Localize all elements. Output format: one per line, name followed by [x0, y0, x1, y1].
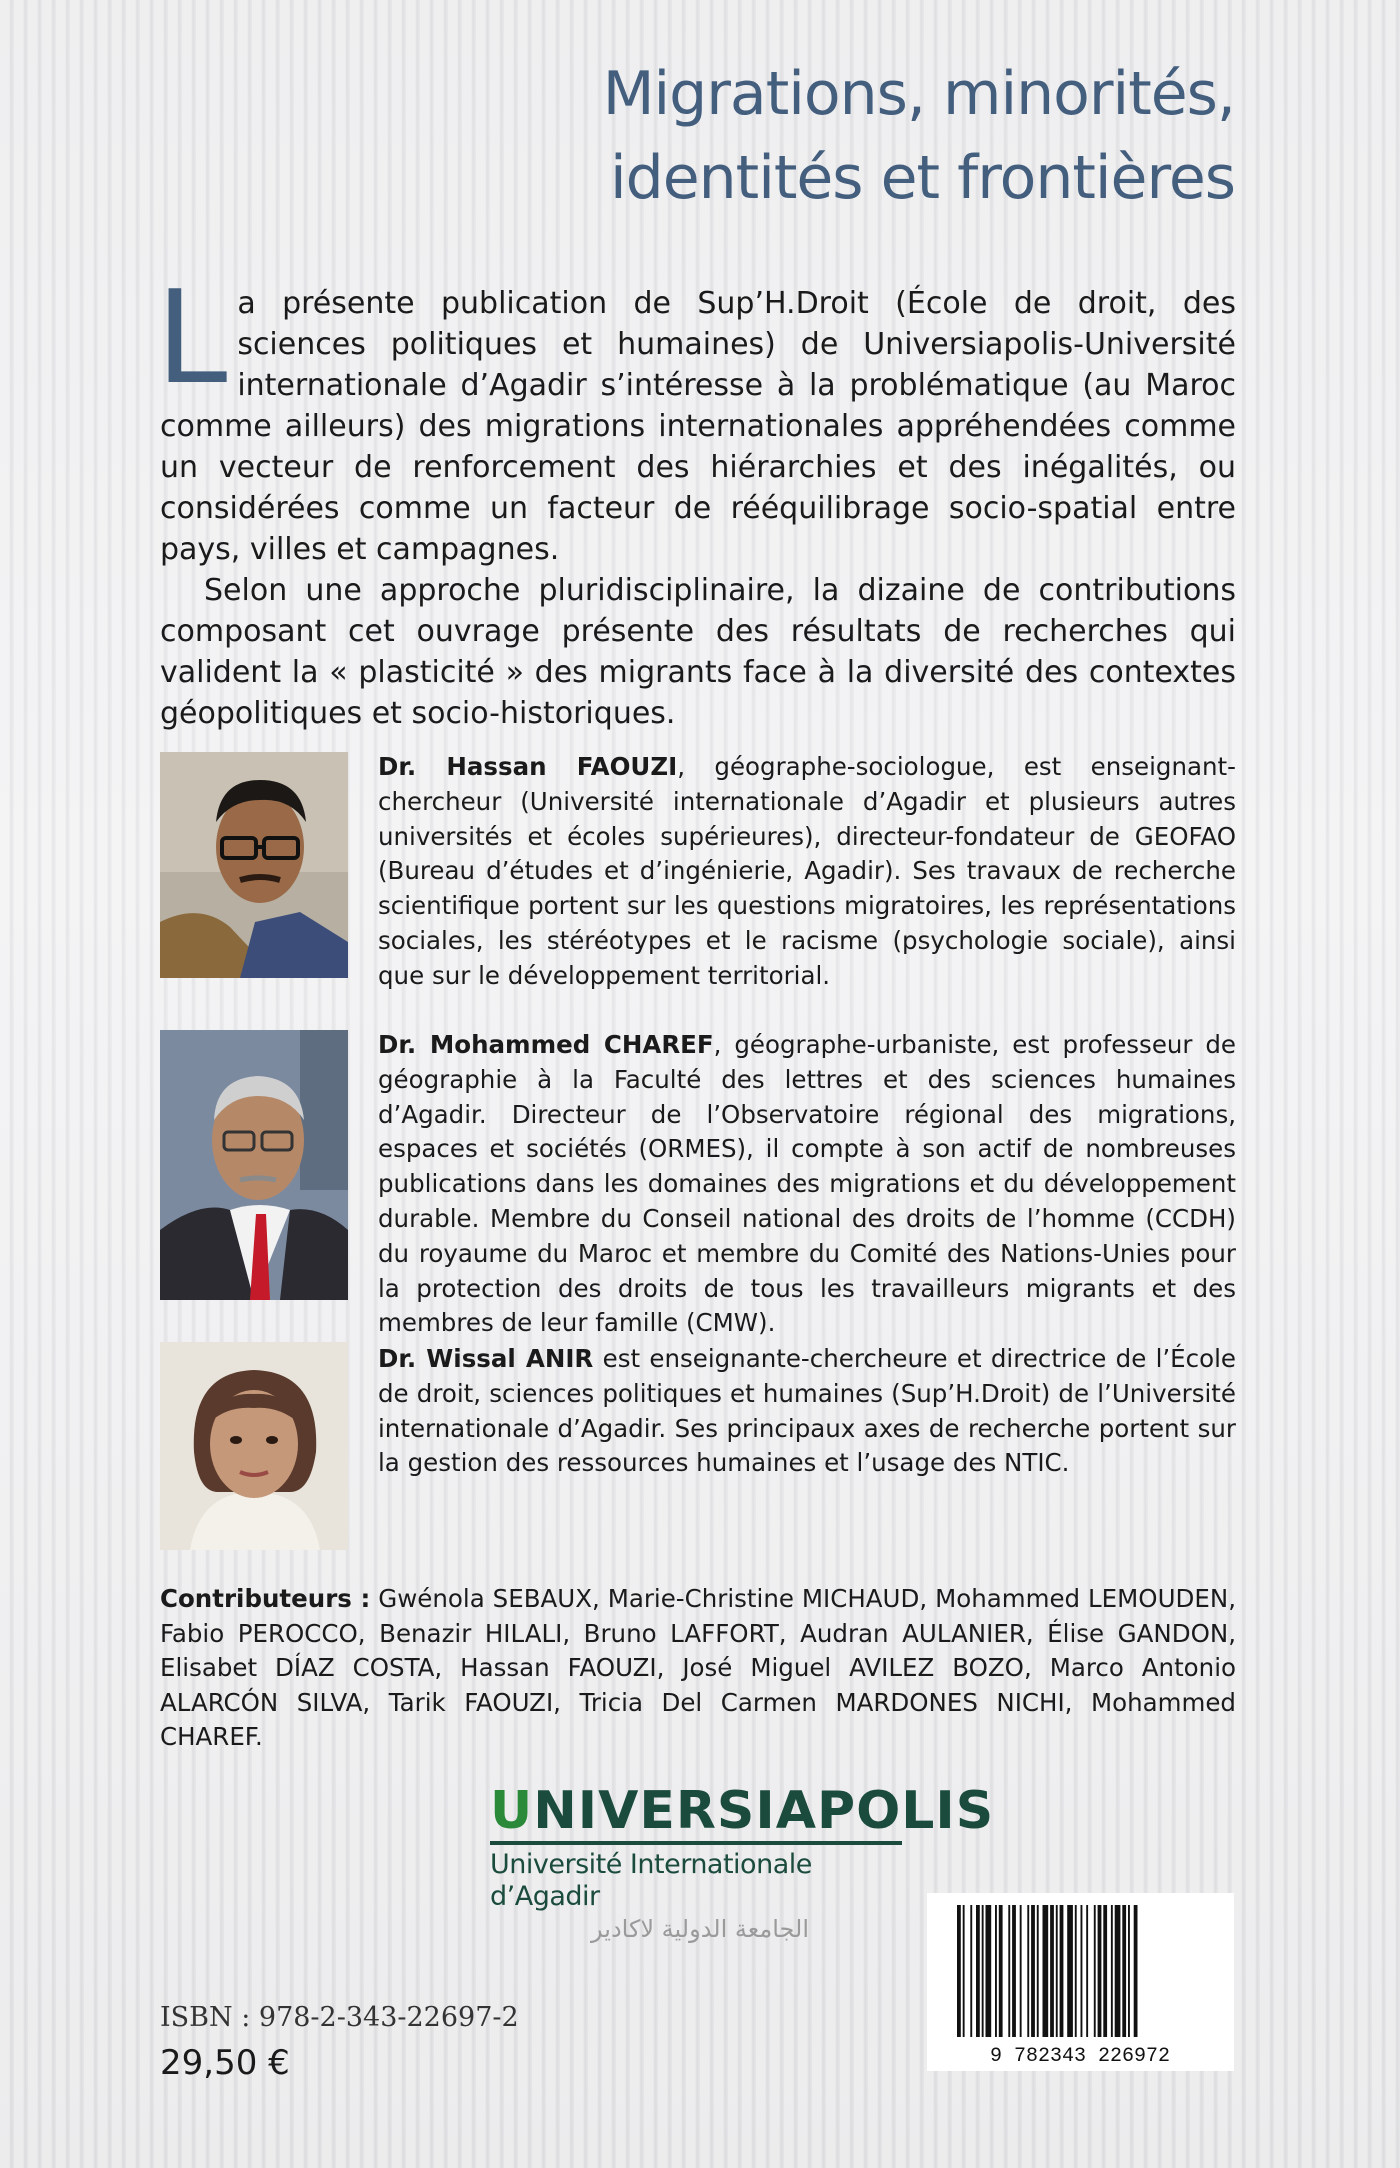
- barcode-bar: [1012, 1905, 1016, 2037]
- contributors: [160, 1582, 1236, 1755]
- intro-paragraph-1: a présente publication de Sup’H.Droit (École de droit, des sciences politiques et humaines) de Universiapolis-Université internationale d’Agadir s’intéresse à la problématique (au Maroc comme ailleurs) des migrations internationales appréhendées comme un vecteur de renforcement des hiérarchies et des inégalités, ou considérées comme un facteur de rééquilibrage socio-spatial entre pays, villes et campagnes.: [160, 286, 1236, 567]
- author-text-charef: , géographe-urbaniste, est professeur de géographie à la Faculté des lettres et des sciences humaines d’Agadir. Directeur de l’Observatoire régional des migrations, espaces et sociétés (ORMES), il compte à son actif de nombreuses publications dans les domaines des migrations et du développement durable. Membre du Conseil national des droits de l’homme (CCDH) du royaume du Maroc et membre du Comité des Nations-Unies pour la protection des droits de tous les travailleurs migrants et des membres de leur famille (CMW).: [378, 1030, 1236, 1338]
- logo-rest: NIVERSIAPOLIS: [533, 1781, 995, 1841]
- barcode-bar: [1103, 1905, 1107, 2037]
- barcode-bar: [999, 1905, 1003, 2037]
- barcode-bar: [1098, 1905, 1102, 2037]
- barcode-bar: [1020, 1905, 1022, 2037]
- barcode-bar: [1134, 1905, 1138, 2037]
- barcode-bar: [1115, 1905, 1121, 2037]
- author-text-faouzi: , géographe-sociologue, est enseignant-chercheur (Université internationale d’Agadir et plusieurs autres universités et écoles supérieures), directeur-fondateur de GEOFAO (Bureau d’études et d’ingénierie, Agadir). Ses travaux de recherche scientifique portent sur les questions migratoires, les représentations sociales, les stéréotypes et le racisme (psychologie sociale), ainsi que sur le développement territorial.: [378, 752, 1236, 990]
- logo-wordmark: [490, 1781, 995, 1841]
- barcode-bar: [1094, 1905, 1096, 2037]
- barcode-bar: [1111, 1905, 1113, 2037]
- title-line-1: Migrations, minorités,: [602, 59, 1235, 129]
- barcode-bars: [957, 1905, 1138, 2037]
- barcode-bar: [1128, 1905, 1130, 2037]
- price: 29,50 €: [160, 2043, 290, 2083]
- barcode-bar: [1031, 1905, 1035, 2037]
- title-line-2: identités et frontières: [609, 143, 1235, 213]
- barcode-bar: [970, 1905, 972, 2037]
- barcode-bar: [1050, 1905, 1054, 2037]
- author-name-anir: Dr. Wissal ANIR: [378, 1344, 594, 1373]
- barcode-bar: [1037, 1905, 1039, 2037]
- barcode-bar: [963, 1905, 965, 2037]
- barcode-bar: [995, 1905, 997, 2037]
- book-title: [603, 52, 1235, 220]
- barcode-bar: [986, 1905, 992, 2037]
- author-bio-charef: [378, 1028, 1236, 1341]
- logo-arabic: الجامعة الدولية لاكادير: [591, 1915, 809, 1943]
- barcode: [927, 1893, 1234, 2071]
- barcode-bar: [1027, 1905, 1029, 2037]
- intro-paragraph-2: Selon une approche pluridisciplinaire, la dizaine de contributions composant cet ouvrage présente des résultats de recherches qui valident la « plasticité » des migrants face à la diversité des contextes géopolitiques et socio-historiques.: [160, 573, 1236, 731]
- barcode-bar: [1008, 1905, 1010, 2037]
- drop-cap: L: [156, 264, 228, 413]
- barcode-bar: [1122, 1905, 1126, 2037]
- author-bio-faouzi: [378, 750, 1236, 994]
- contributors-label: Contributeurs :: [160, 1584, 371, 1613]
- isbn: ISBN : 978-2-343-22697-2: [160, 2002, 519, 2033]
- barcode-bar: [976, 1905, 980, 2037]
- author-bio-anir: [378, 1342, 1236, 1481]
- author-name-faouzi: Dr. Hassan FAOUZI: [378, 752, 678, 781]
- logo-divider: [490, 1841, 902, 1845]
- author-photo-anir: [160, 1342, 348, 1550]
- barcode-bar: [982, 1905, 984, 2037]
- barcode-bar: [1067, 1905, 1073, 2037]
- barcode-bar: [1060, 1905, 1064, 2037]
- barcode-digits: 9 782343 226972: [989, 2045, 1171, 2068]
- barcode-bar: [1086, 1905, 1088, 2037]
- barcode-bar: [1081, 1905, 1083, 2037]
- intro-text: [156, 264, 1236, 734]
- author-photo-faouzi: [160, 752, 348, 978]
- author-name-charef: Dr. Mohammed CHAREF: [378, 1030, 714, 1059]
- barcode-bar: [1075, 1905, 1077, 2037]
- universiapolis-logo: [490, 1781, 995, 1945]
- author-photo-charef: [160, 1030, 348, 1300]
- logo-initial: U: [490, 1781, 534, 1841]
- author-text-anir: est enseignante-chercheure et directrice de l’École de droit, sciences politiques et humaines (Sup’H.Droit) de l’Université internationale d’Agadir. Ses principaux axes de recherche portent sur la gestion des ressources humaines et l’usage des NTIC.: [378, 1344, 1236, 1478]
- barcode-bar: [957, 1905, 961, 2037]
- barcode-bar: [1043, 1905, 1049, 2037]
- logo-subtitle: Université Internationale d’Agadir: [490, 1849, 812, 1912]
- barcode-bar: [1056, 1905, 1058, 2037]
- contributors-names: Gwénola SEBAUX, Marie-Christine MICHAUD, Mohammed LEMOUDEN, Fabio PEROCCO, Benazir HILALI, Bruno LAFFORT, Audran AULANIER, Élise GANDON, Elisabet DÍAZ COSTA, Hassan FAOUZI, José Miguel AVILEZ BOZO, Marco Antonio ALARCÓN SILVA, Tarik FAOUZI, Tricia Del Carmen MARDONES NICHI, Mohammed CHAREF.: [160, 1584, 1236, 1751]
